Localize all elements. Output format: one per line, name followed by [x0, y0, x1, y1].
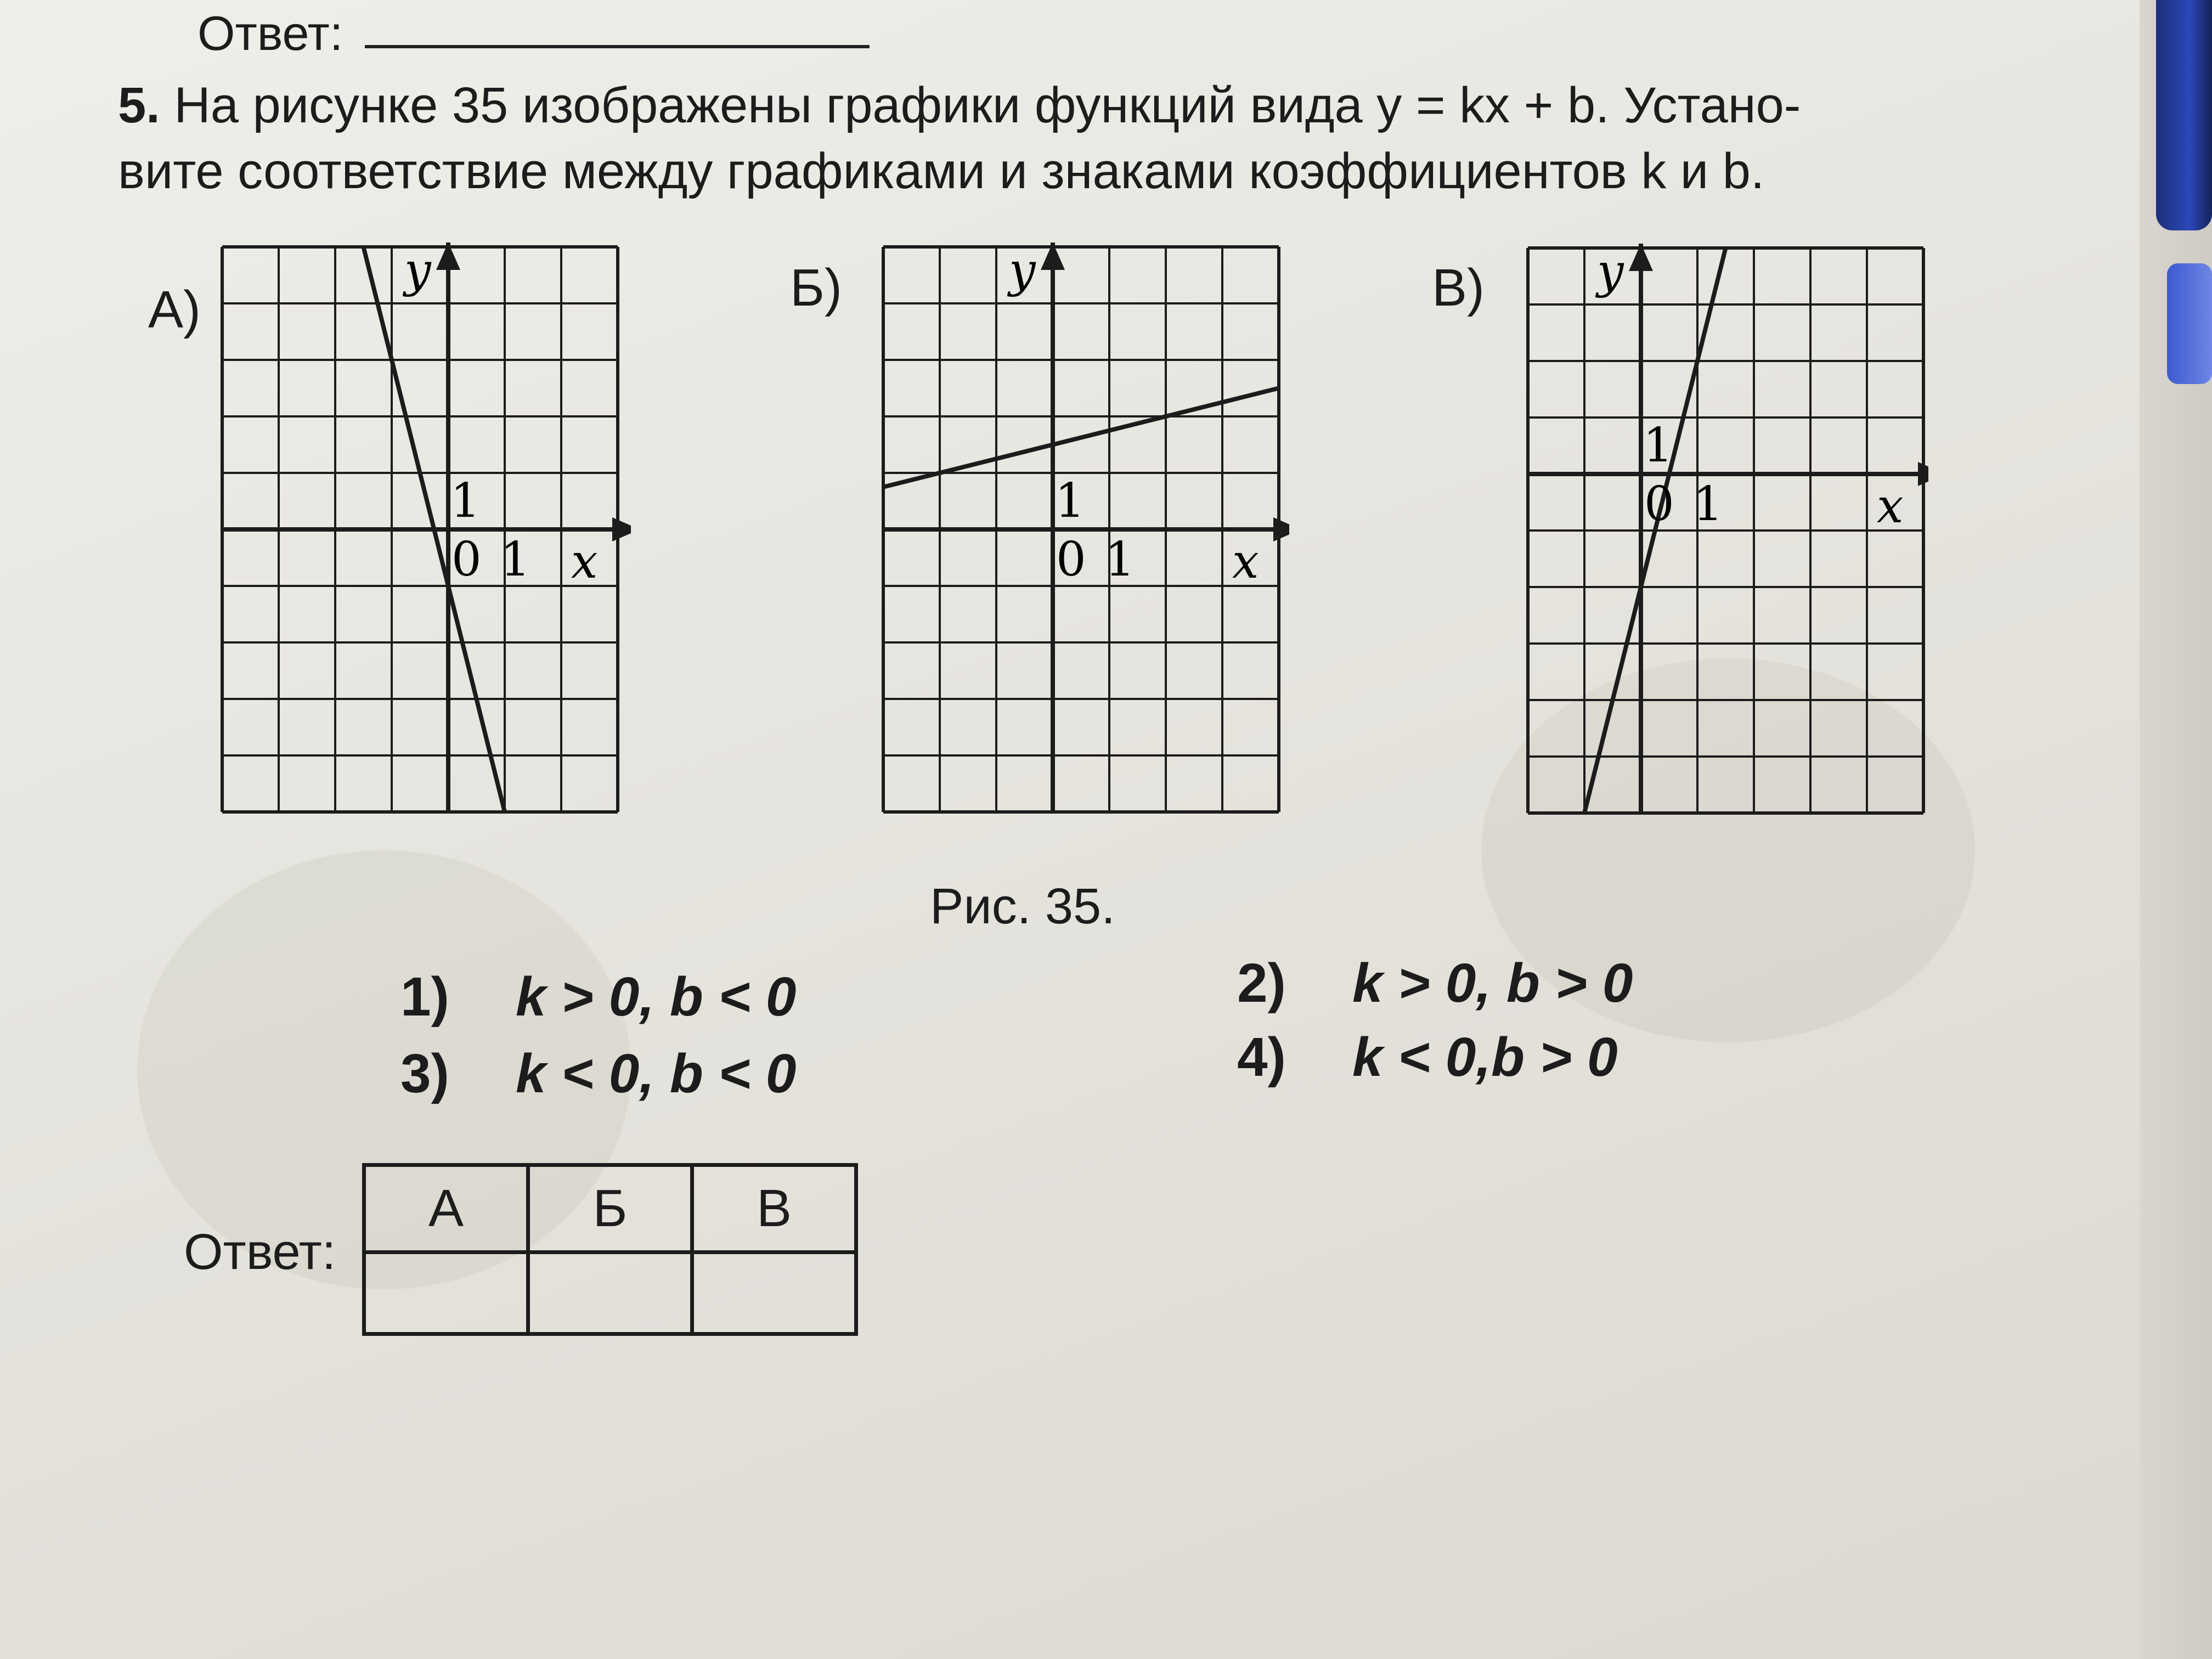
option-2-text: k > 0, b > 0	[1352, 952, 1633, 1014]
answer-cell-v[interactable]	[692, 1252, 856, 1334]
graph-v-unit-y-label: 1	[1643, 418, 1673, 473]
graph-v-label: В)	[1432, 258, 1485, 317]
answer-cell-b[interactable]	[528, 1252, 692, 1334]
figure-caption: Рис. 35.	[930, 878, 1115, 934]
page-edge	[2140, 0, 2212, 1659]
graph-a-unit-x-label: 1	[500, 532, 531, 587]
task-text-line1: На рисунке 35 изображены графики функций вида y = kx + b. Устано-	[174, 77, 1801, 133]
graph-v-grid	[1528, 248, 1923, 813]
graph-a-y-label: y	[404, 243, 431, 298]
x-axis-arrow-icon	[612, 517, 631, 541]
graph-b	[878, 241, 1289, 834]
answer-header-v: В	[692, 1165, 856, 1252]
option-4	[1237, 1026, 1618, 1089]
task-line-1	[118, 77, 1801, 134]
graph-b-unit-x-label: 1	[1105, 532, 1135, 587]
answer-label: Ответ:	[184, 1224, 336, 1280]
option-1-text: k > 0, b < 0	[516, 966, 797, 1028]
task-number: 5.	[118, 77, 160, 133]
option-1-number: 1)	[400, 966, 449, 1028]
blue-pen-clip	[2167, 263, 2212, 384]
option-4-number: 4)	[1237, 1026, 1286, 1088]
answer-table	[362, 1163, 858, 1336]
graph-v-x-label: x	[1877, 479, 1904, 534]
previous-answer-line	[365, 45, 870, 48]
graph-b-origin-label: 0	[1056, 532, 1086, 587]
graph-a-unit-y-label: 1	[450, 473, 481, 528]
option-1	[400, 966, 796, 1029]
option-3	[400, 1042, 796, 1105]
graph-a-origin-label: 0	[452, 532, 482, 587]
graph-a	[219, 241, 631, 856]
graph-v-axes	[1528, 244, 1928, 813]
x-axis-arrow-icon	[1918, 462, 1928, 486]
task-line-2	[118, 143, 1764, 200]
graph-v-unit-x-label: 1	[1693, 477, 1723, 532]
graph-a-x-label: x	[571, 534, 598, 589]
option-2	[1237, 952, 1633, 1015]
graph-b-x-label: x	[1232, 534, 1259, 589]
answer-cell-a[interactable]	[364, 1252, 528, 1334]
graph-b-axes	[883, 242, 1289, 812]
x-axis-arrow-icon	[1273, 517, 1289, 541]
task-text-line2: вите соответствие между графиками и знаками коэффициентов k и b.	[118, 143, 1765, 199]
graph-v-y-label: y	[1597, 244, 1624, 299]
graph-a-axes	[222, 242, 631, 812]
option-3-text: k < 0, b < 0	[516, 1043, 797, 1104]
blue-pen-cap	[2156, 0, 2212, 230]
graph-b-unit-y-label: 1	[1055, 473, 1085, 528]
option-2-number: 2)	[1237, 952, 1286, 1014]
answer-header-a: А	[364, 1165, 528, 1252]
option-3-number: 3)	[400, 1043, 449, 1104]
graph-b-label: Б)	[790, 258, 842, 317]
graph-b-y-label: y	[1009, 243, 1036, 298]
graph-v-origin-label: 0	[1644, 477, 1674, 532]
graph-v	[1517, 241, 1928, 817]
option-4-text: k < 0,b > 0	[1352, 1026, 1618, 1088]
answer-header-b: Б	[528, 1165, 692, 1252]
graph-a-label: А)	[148, 280, 201, 339]
previous-answer-label: Ответ:	[198, 6, 343, 60]
